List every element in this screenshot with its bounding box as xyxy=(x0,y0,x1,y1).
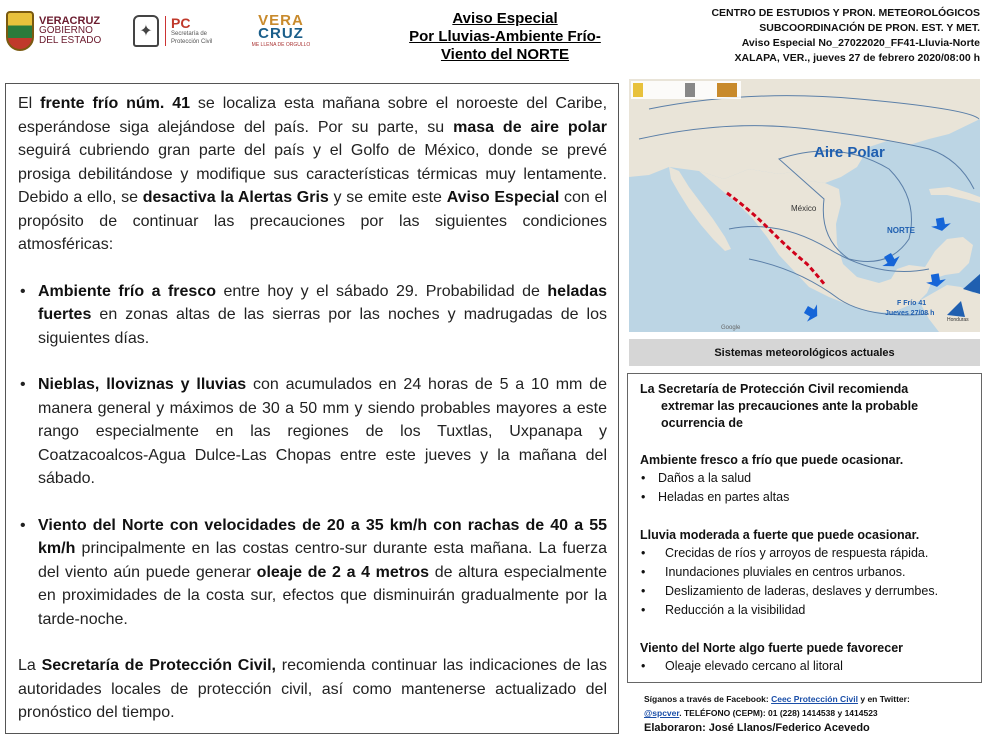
condition-north-wind: • Viento del Norte con velocidades de 20 a 35 km/h con rachas de 40 a 55 km/h principalmente en las costas centro-sur durante esta mañana. La fuerza del viento aún puede generar oleaje de 2 a 4 metros de altura especialmente en proximidades de la costa sur, efectos que disminuirán gradualmente por la tarde-noche. xyxy=(18,514,607,632)
rec-section-wind-list xyxy=(640,657,971,676)
veracruz-brand-logo xyxy=(246,8,316,54)
center-name: CENTRO DE ESTUDIOS Y PRON. METEOROLÓGICOS xyxy=(711,7,980,19)
veracruz-government-logo xyxy=(6,8,116,54)
map-label-front-1: F Frío 41 xyxy=(897,300,927,307)
bulletin-number: Aviso Especial No_27022020_FF41-Lluvia-Norte xyxy=(741,37,980,49)
rec-section-cold-list xyxy=(640,469,971,507)
logo-vera-tagline: ME LLENA DE ORGULLO xyxy=(251,42,311,48)
list-item: • Inundaciones pluviales en centros urbanos. xyxy=(640,563,971,582)
contact-footer xyxy=(644,692,979,735)
rec-section-rain-list xyxy=(640,544,971,620)
rec-intro-line3: ocurrencia de xyxy=(661,416,743,430)
logo-veracruz-line3: DEL ESTADO xyxy=(39,35,102,46)
conditions-list xyxy=(18,280,607,632)
logo-vera-line1: VERA xyxy=(258,12,304,29)
title-line-2: Por Lluvias-Ambiente Frío- xyxy=(409,28,601,45)
title-line-1: Aviso Especial xyxy=(452,10,558,27)
main-bulletin-text xyxy=(5,83,619,734)
title-line-3: Viento del NORTE xyxy=(440,46,570,63)
map-google-mark: Google xyxy=(721,325,741,331)
facebook-link[interactable]: Ceec Protección Civil xyxy=(771,694,858,704)
list-item: • Crecidas de ríos y arroyos de respuesta rápida. xyxy=(640,544,971,563)
condition-cold-weather: • Ambiente frío a fresco entre hoy y el sábado 29. Probabilidad de heladas fuertes en zonas altas de las sierras por las noches y madrugadas de los siguientes días. xyxy=(18,280,607,351)
logo-vera-line2: CRUZ xyxy=(258,25,304,42)
intro-paragraph: El frente frío núm. 41 se localiza esta mañana sobre el noroeste del Caribe, esperándose siga alejándose del país. Por su parte, su masa de aire polar seguirá cubriendo gran parte del país y el Golfo de México, donde se prevé prosiga debilitándose y modifique sus características térmicas muy lentamente. Debido a ello, se desactiva la Alertas Gris y se emite este Aviso Especial con el propósito de continuar las precauciones por las siguientes condiciones atmosféricas: xyxy=(18,95,608,253)
rec-intro-line1: La Secretaría de Protección Civil recomienda xyxy=(640,382,909,396)
rec-intro-line2: extremar las precauciones ante la probable xyxy=(661,399,919,413)
rec-section-cold-title: Ambiente fresco a frío que puede ocasionar. xyxy=(640,453,904,467)
weather-systems-map xyxy=(629,79,980,332)
proteccion-civil-logo xyxy=(133,8,228,54)
condition-rain: • Nieblas, lloviznas y lluvias con acumulados en 24 horas de 5 a 10 mm de manera general y máximos de 30 a 50 mm y siendo probables mayores a este rango especialmente en las regiones de los Tuxtlas, Uxpanapa y Coatzacoalcos-Agua Dulce-Las Chopas entre este jueves y la mañana del sábado. xyxy=(18,373,607,491)
logo-veracruz-line2: GOBIERNO xyxy=(39,25,93,36)
map-mini-vera-icon xyxy=(717,83,737,97)
recommendations-box xyxy=(627,373,982,683)
map-label-front-2: Jueves 27/08 h xyxy=(885,310,935,317)
list-item: • Reducción a la visibilidad xyxy=(640,601,971,620)
map-label-norte: NORTE xyxy=(887,226,915,235)
logo-pc-abbr: PC xyxy=(171,15,191,31)
bulletin-title xyxy=(370,10,640,64)
twitter-phone-line xyxy=(644,706,979,720)
map-caption: Sistemas meteorológicos actuales xyxy=(629,339,980,366)
issuing-center-info xyxy=(650,6,980,66)
map-label-honduras: Honduras xyxy=(947,317,969,323)
eagle-seal-icon: ✦ xyxy=(133,15,159,47)
list-item: • Heladas en partes altas xyxy=(640,488,971,507)
map-mini-shield-icon xyxy=(633,83,643,97)
rec-section-wind-title: Viento del Norte algo fuerte puede favorecer xyxy=(640,641,904,655)
phone-text: . TELÉFONO (CEPM): 01 (228) 1414538 y 1414523 xyxy=(679,708,878,718)
veracruz-shield-icon xyxy=(6,11,34,51)
authors: Elaboraron: José Llanos/Federico Acevedo xyxy=(644,722,870,734)
map-svg xyxy=(629,79,980,332)
bulletin-datetime: XALAPA, VER., jueves 27 de febrero 2020/08:00 h xyxy=(734,52,980,64)
map-label-country: México xyxy=(791,204,817,213)
follow-line: Síganos a través de Facebook: Ceec Protección Civil y en Twitter: xyxy=(644,694,910,704)
logo-pc-line2: Protección Civil xyxy=(171,39,213,45)
list-item: • Deslizamiento de laderas, deslaves y derrumbes. xyxy=(640,582,971,601)
map-label-air-mass: Aire Polar xyxy=(814,144,885,161)
logo-pc-line1: Secretaría de xyxy=(171,31,208,37)
subcoordination: SUBCOORDINACIÓN DE PRON. EST. Y MET. xyxy=(759,22,980,34)
closing-paragraph: La Secretaría de Protección Civil, recomienda continuar las indicaciones de las autoridades locales de protección civil, así como mantenerse actualizado del pronóstico del tiempo. xyxy=(18,657,607,721)
list-item: • Daños a la salud xyxy=(640,469,971,488)
map-mini-eagle-icon xyxy=(685,83,695,97)
logo-veracruz-line1: VERACRUZ xyxy=(39,15,101,27)
twitter-link[interactable]: @spcver xyxy=(644,708,680,718)
list-item: • Oleaje elevado cercano al litoral xyxy=(640,657,971,676)
rec-section-rain-title: Lluvia moderada a fuerte que puede ocasionar. xyxy=(640,528,920,542)
